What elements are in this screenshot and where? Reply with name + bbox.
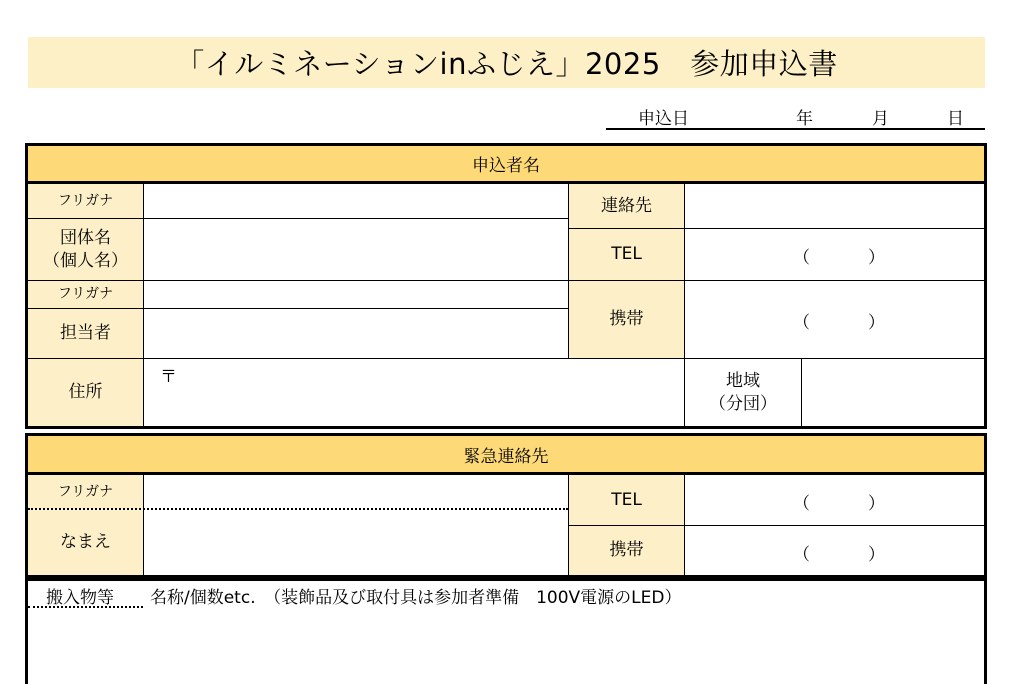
tel-label: TEL [569, 229, 684, 280]
region-label-line1: 地域 [726, 370, 760, 391]
emergency-tel-paren-close: ） [868, 494, 885, 514]
org-name-label-line1: 団体名 [60, 228, 111, 249]
furigana-label-2: フリガナ [28, 281, 143, 308]
furigana-field[interactable] [144, 184, 568, 218]
org-name-field[interactable] [144, 219, 568, 280]
form-title: 「イルミネーションinふじえ」2025 参加申込書 [28, 37, 985, 88]
emergency-name-field[interactable] [144, 510, 568, 575]
emergency-mobile-label: 携帯 [569, 526, 684, 575]
emergency-tel-field[interactable] [685, 475, 984, 525]
org-name-label [28, 219, 143, 280]
furigana-label: フリガナ [28, 184, 143, 218]
application-date-row [606, 104, 985, 130]
contact-person-field[interactable] [144, 309, 568, 358]
emergency-tel-label: TEL [569, 475, 684, 525]
carry-in-items-note: 名称/個数etc. （装飾品及び取付具は参加者準備 100V電源のLED） [150, 588, 682, 608]
furigana-field-2[interactable] [144, 281, 568, 308]
application-date-label: 申込日 [638, 109, 689, 129]
tel-paren-open: （ [793, 248, 810, 268]
contact-field[interactable] [685, 184, 984, 228]
mobile-label: 携帯 [569, 281, 684, 358]
emergency-tel-paren-open: （ [793, 494, 810, 514]
region-label-line2: （分団） [709, 393, 777, 414]
contact-label: 連絡先 [569, 184, 684, 228]
org-name-label-line2: （個人名） [43, 250, 128, 271]
mobile-paren-close: ） [868, 313, 885, 333]
region-field[interactable] [802, 359, 984, 426]
emergency-furigana-label: フリガナ [28, 475, 143, 509]
emergency-name-label: なまえ [28, 510, 143, 575]
contact-person-label: 担当者 [28, 309, 143, 358]
region-label [685, 359, 801, 426]
address-field[interactable] [144, 359, 684, 426]
date-month-label: 月 [872, 109, 889, 129]
date-day-label: 日 [947, 109, 964, 129]
tel-paren-close: ） [868, 248, 885, 268]
carry-in-items-field[interactable] [28, 608, 984, 684]
address-label: 住所 [28, 359, 143, 426]
mobile-field[interactable] [685, 281, 984, 358]
tel-field[interactable] [685, 229, 984, 280]
emergency-mobile-field[interactable] [685, 526, 984, 575]
date-year-label: 年 [796, 109, 813, 129]
emergency-furigana-field[interactable] [144, 475, 568, 509]
mobile-paren-open: （ [793, 313, 810, 333]
carry-in-items-label: 搬入物等 [46, 588, 114, 608]
emergency-header: 緊急連絡先 [28, 436, 984, 472]
postal-mark: 〒 [160, 367, 177, 387]
emergency-mobile-paren-open: （ [793, 545, 810, 565]
applicant-header: 申込者名 [28, 146, 984, 181]
emergency-mobile-paren-close: ） [868, 545, 885, 565]
